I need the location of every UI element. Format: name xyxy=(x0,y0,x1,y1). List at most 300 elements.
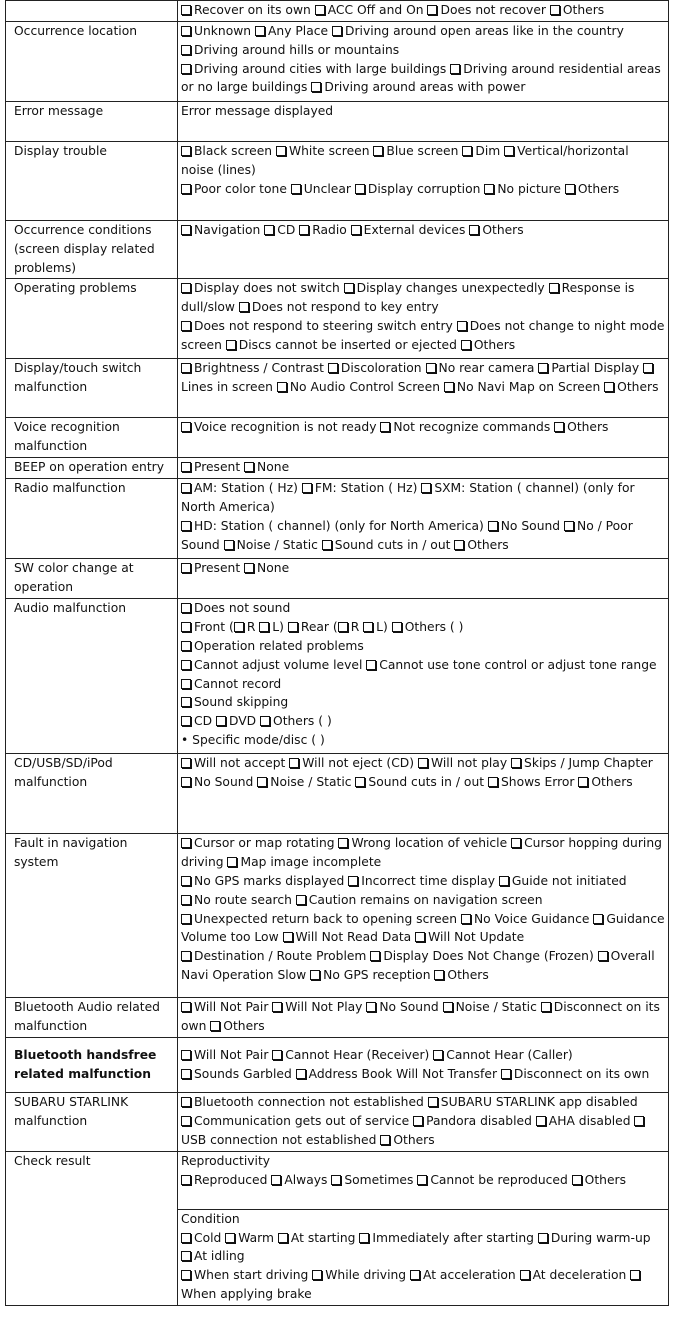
checkbox-icon[interactable] xyxy=(538,363,548,373)
option-line xyxy=(181,559,665,578)
checkbox-icon[interactable] xyxy=(276,146,286,156)
checkbox-icon[interactable] xyxy=(338,838,348,848)
checkbox-icon[interactable] xyxy=(538,1233,548,1243)
checkbox-icon[interactable] xyxy=(181,1097,191,1107)
checkbox-icon[interactable] xyxy=(302,483,312,493)
checkbox-icon[interactable] xyxy=(434,970,444,980)
checkbox-icon[interactable] xyxy=(338,622,348,632)
checkbox-icon[interactable] xyxy=(427,5,437,15)
checkbox-icon[interactable] xyxy=(272,1050,282,1060)
option-text: No GPS marks displayed xyxy=(194,873,349,888)
option-text: No route search xyxy=(194,892,296,907)
option-text: Destination / Route Problem xyxy=(194,949,371,964)
checkbox-icon[interactable] xyxy=(181,660,191,670)
checkbox-icon[interactable] xyxy=(550,5,560,15)
option-line xyxy=(181,102,665,121)
option-line xyxy=(181,1112,665,1150)
checkbox-icon[interactable] xyxy=(227,857,237,867)
checkbox-icon[interactable] xyxy=(501,1069,511,1079)
checkbox-icon[interactable] xyxy=(181,422,191,432)
row-options xyxy=(178,998,669,1038)
option-text: At deceleration xyxy=(532,1268,631,1283)
option-line xyxy=(181,418,665,437)
option-line xyxy=(181,599,665,618)
row-options xyxy=(178,599,669,754)
form-row xyxy=(6,834,669,998)
option-line xyxy=(181,754,665,773)
checkbox-icon[interactable] xyxy=(181,1069,191,1079)
option-text: Incorrect time display xyxy=(361,873,499,888)
checkbox-icon[interactable] xyxy=(380,422,390,432)
checkbox-icon[interactable] xyxy=(216,716,226,726)
checkbox-icon[interactable] xyxy=(181,838,191,848)
checkbox-icon[interactable] xyxy=(415,932,425,942)
checkbox-icon[interactable] xyxy=(370,951,380,961)
checkbox-icon[interactable] xyxy=(428,1097,438,1107)
checkbox-icon[interactable] xyxy=(225,1233,235,1243)
option-text: Disconnect on its own xyxy=(513,1067,650,1082)
check-result-row xyxy=(6,1151,669,1209)
option-line xyxy=(181,359,665,397)
row-label: Fault in navigation system xyxy=(6,834,178,998)
option-text: Lines in screen xyxy=(181,380,277,395)
checkbox-icon[interactable] xyxy=(181,184,191,194)
checkbox-icon[interactable] xyxy=(278,1233,288,1243)
checkbox-icon[interactable] xyxy=(630,1270,640,1280)
checkbox-icon[interactable] xyxy=(359,1233,369,1243)
option-text: Others xyxy=(591,775,633,790)
checkbox-icon[interactable] xyxy=(554,422,564,432)
option-text: Cannot Hear (Caller) xyxy=(446,1048,573,1063)
option-text: Others xyxy=(467,537,509,552)
row-label: Occurrence location xyxy=(6,22,178,102)
option-text: Cursor hopping during driving xyxy=(181,836,662,870)
option-text: No rear camera xyxy=(438,361,539,376)
checkbox-icon[interactable] xyxy=(224,540,234,550)
row-label: CD/USB/SD/iPod malfunction xyxy=(6,754,178,834)
option-text: Does not respond to steering switch entry xyxy=(194,318,457,333)
row-options xyxy=(178,559,669,599)
row-label xyxy=(6,1,178,22)
inspection-form-table xyxy=(5,0,669,1306)
option-text: Discs cannot be inserted or ejected xyxy=(238,337,461,352)
checkbox-icon[interactable] xyxy=(418,758,428,768)
checkbox-icon[interactable] xyxy=(462,146,472,156)
checkbox-icon[interactable] xyxy=(355,184,365,194)
checkbox-icon[interactable] xyxy=(511,838,521,848)
checkbox-icon[interactable] xyxy=(488,521,498,531)
checkbox-icon[interactable] xyxy=(181,283,191,293)
checkbox-icon[interactable] xyxy=(549,283,559,293)
checkbox-icon[interactable] xyxy=(363,622,373,632)
checkbox-icon[interactable] xyxy=(643,363,653,373)
checkbox-icon[interactable] xyxy=(296,895,306,905)
option-line xyxy=(181,41,665,60)
checkbox-icon[interactable] xyxy=(291,184,301,194)
option-text: Sound cuts in / out xyxy=(368,775,488,790)
option-line xyxy=(181,22,665,41)
option-text: USB connection not established xyxy=(181,1132,381,1147)
option-text: Others xyxy=(447,967,489,982)
checkbox-icon[interactable] xyxy=(328,363,338,373)
checkbox-icon[interactable] xyxy=(484,184,494,194)
condition-cell xyxy=(178,1209,669,1305)
form-row xyxy=(6,1038,669,1093)
checkbox-icon[interactable] xyxy=(296,1069,306,1079)
option-text: DVD xyxy=(228,714,261,729)
checkbox-icon[interactable] xyxy=(181,777,191,787)
checkbox-icon[interactable] xyxy=(181,622,191,632)
checkbox-icon[interactable] xyxy=(331,1175,341,1185)
option-line xyxy=(181,458,665,477)
option-text: While driving xyxy=(325,1268,410,1283)
option-text: Blue screen xyxy=(386,144,463,158)
checkbox-icon[interactable] xyxy=(181,895,191,905)
reproductivity-heading: Reproductivity xyxy=(181,1153,271,1168)
form-row xyxy=(6,998,669,1038)
checkbox-icon[interactable] xyxy=(181,5,191,15)
checkbox-icon[interactable] xyxy=(322,540,332,550)
option-text: Will not eject (CD) xyxy=(302,756,418,771)
checkbox-icon[interactable] xyxy=(181,1251,191,1261)
checkbox-icon[interactable] xyxy=(433,1050,443,1060)
checkbox-icon[interactable] xyxy=(299,225,309,235)
option-text: Sometimes xyxy=(344,1172,418,1187)
checkbox-icon[interactable] xyxy=(565,184,575,194)
checkbox-icon[interactable] xyxy=(181,603,191,613)
checkbox-icon[interactable] xyxy=(244,563,254,573)
checkbox-icon[interactable] xyxy=(332,26,342,36)
checkbox-icon[interactable] xyxy=(426,363,436,373)
option-text: Caution remains on navigation screen xyxy=(308,892,543,907)
checkbox-icon[interactable] xyxy=(210,1021,220,1031)
option-text: White screen xyxy=(288,144,374,158)
option-text: Display corruption xyxy=(367,181,485,196)
checkbox-icon[interactable] xyxy=(311,82,321,92)
checkbox-icon[interactable] xyxy=(181,64,191,74)
checkbox-icon[interactable] xyxy=(181,951,191,961)
checkbox-icon[interactable] xyxy=(257,777,267,787)
option-text: External devices xyxy=(363,223,470,237)
checkbox-icon[interactable] xyxy=(457,321,467,331)
option-line xyxy=(181,834,665,872)
row-options xyxy=(178,142,669,221)
checkbox-icon[interactable] xyxy=(417,1175,427,1185)
form-row xyxy=(6,479,669,559)
row-options xyxy=(178,754,669,834)
option-text: Response is dull/slow xyxy=(181,281,635,315)
option-text: Unclear xyxy=(303,181,355,196)
option-text: Others xyxy=(393,1132,435,1147)
checkbox-icon[interactable] xyxy=(181,1050,191,1060)
option-text: When applying brake xyxy=(181,1286,312,1301)
form-row xyxy=(6,1093,669,1151)
checkbox-icon[interactable] xyxy=(181,321,191,331)
option-text: During warm-up xyxy=(550,1230,651,1245)
option-text: Any Place xyxy=(268,24,332,38)
checkbox-icon[interactable] xyxy=(469,225,479,235)
checkbox-icon[interactable] xyxy=(277,382,287,392)
option-text: Bluetooth connection not established xyxy=(194,1095,428,1110)
checkbox-icon[interactable] xyxy=(181,1233,191,1243)
option-text: Front ( xyxy=(194,620,234,635)
option-text: Will Not Pair xyxy=(194,1048,273,1063)
checkbox-icon[interactable] xyxy=(461,914,471,924)
checkbox-icon[interactable] xyxy=(541,1002,551,1012)
option-text: None xyxy=(257,561,290,576)
checkbox-icon[interactable] xyxy=(244,462,254,472)
option-text: Others ( ) xyxy=(273,714,332,729)
option-text: At acceleration xyxy=(423,1268,520,1283)
checkbox-icon[interactable] xyxy=(181,1175,191,1185)
option-line xyxy=(181,142,665,180)
checkbox-icon[interactable] xyxy=(181,641,191,651)
checkbox-icon[interactable] xyxy=(181,363,191,373)
option-text: Vertical/horizontal noise (lines) xyxy=(181,144,629,177)
checkbox-icon[interactable] xyxy=(288,622,298,632)
checkbox-icon[interactable] xyxy=(454,540,464,550)
reproductivity-cell xyxy=(178,1151,669,1209)
row-label: SW color change at operation xyxy=(6,559,178,599)
option-text: No Voice Guidance xyxy=(473,911,594,926)
option-text: Will not accept xyxy=(194,756,290,771)
checkbox-icon[interactable] xyxy=(234,622,244,632)
checkbox-icon[interactable] xyxy=(413,1116,423,1126)
option-text: Sound skipping xyxy=(194,695,289,710)
option-text: Warm xyxy=(238,1230,278,1245)
checkbox-icon[interactable] xyxy=(312,1270,322,1280)
option-text: Immediately after starting xyxy=(372,1230,538,1245)
checkbox-icon[interactable] xyxy=(536,1116,546,1126)
option-text: • Specific mode/disc ( ) xyxy=(181,732,325,747)
option-text: Cursor or map rotating xyxy=(194,836,339,851)
reproductivity-line xyxy=(181,1171,665,1190)
option-text: No picture xyxy=(497,181,565,196)
row-options xyxy=(178,458,669,479)
checkbox-icon[interactable] xyxy=(315,5,325,15)
row-options xyxy=(178,479,669,559)
option-text: No Sound xyxy=(194,775,258,790)
row-options xyxy=(178,102,669,142)
option-text: Sound cuts in / out xyxy=(334,537,455,552)
option-text: Driving around residential areas or no large buildings xyxy=(181,61,661,95)
form-row xyxy=(6,458,669,479)
option-text: Does not change to night mode screen xyxy=(181,318,665,352)
option-text: Display changes unexpectedly xyxy=(356,281,549,296)
option-text: Others xyxy=(577,181,620,196)
row-options xyxy=(178,22,669,102)
checkbox-icon[interactable] xyxy=(564,521,574,531)
option-text: Driving around cities with large buildings xyxy=(194,61,451,76)
option-text: At idling xyxy=(194,1249,245,1264)
checkbox-icon[interactable] xyxy=(572,1175,582,1185)
option-text: SXM: Station ( channel) (only for North America) xyxy=(181,481,635,515)
option-text: Shows Error xyxy=(500,775,579,790)
option-text: Display Does Not Change (Frozen) xyxy=(383,949,598,964)
option-text: Brightness / Contrast xyxy=(194,361,328,376)
option-text: Cannot record xyxy=(194,676,282,691)
form-row xyxy=(6,599,669,754)
option-text: Noise / Static xyxy=(236,537,322,552)
option-text: None xyxy=(257,460,290,475)
checkbox-icon[interactable] xyxy=(520,1270,530,1280)
checkbox-icon[interactable] xyxy=(366,1002,376,1012)
checkbox-icon[interactable] xyxy=(310,970,320,980)
row-label: SUBARU STARLINK malfunction xyxy=(6,1093,178,1151)
option-text: Poor color tone xyxy=(194,181,291,196)
checkbox-icon[interactable] xyxy=(421,483,431,493)
row-label: Bluetooth handsfree related malfunction xyxy=(6,1038,178,1093)
option-text: Cold xyxy=(194,1230,226,1245)
option-text: ACC Off and On xyxy=(327,3,428,17)
option-text: R xyxy=(246,620,260,635)
option-line xyxy=(181,947,665,985)
checkbox-icon[interactable] xyxy=(181,483,191,493)
option-text: Disconnect on its own xyxy=(181,1000,660,1034)
checkbox-icon[interactable] xyxy=(450,64,460,74)
option-text: No Sound xyxy=(379,1000,443,1015)
checkbox-icon[interactable] xyxy=(271,1175,281,1185)
checkbox-icon[interactable] xyxy=(181,462,191,472)
checkbox-icon[interactable] xyxy=(181,697,191,707)
option-text: No / Poor Sound xyxy=(181,518,633,552)
checkbox-icon[interactable] xyxy=(181,758,191,768)
checkbox-icon[interactable] xyxy=(578,777,588,787)
check-result-label: Check result xyxy=(6,1151,178,1305)
checkbox-icon[interactable] xyxy=(366,660,376,670)
checkbox-icon[interactable] xyxy=(181,876,191,886)
option-line xyxy=(181,1,665,20)
checkbox-icon[interactable] xyxy=(264,225,274,235)
checkbox-icon[interactable] xyxy=(181,45,191,55)
option-text: At starting xyxy=(290,1230,360,1245)
option-text: Cannot adjust volume level xyxy=(194,657,367,672)
option-line xyxy=(181,712,665,731)
option-text: CD xyxy=(194,714,216,729)
row-label: Display/touch switch malfunction xyxy=(6,359,178,418)
option-text: Noise / Static xyxy=(270,775,356,790)
checkbox-icon[interactable] xyxy=(181,1002,191,1012)
checkbox-icon[interactable] xyxy=(255,26,265,36)
option-line xyxy=(181,1046,665,1065)
checkbox-icon[interactable] xyxy=(181,914,191,924)
option-line xyxy=(181,221,665,240)
checkbox-icon[interactable] xyxy=(351,225,361,235)
option-line xyxy=(181,317,665,355)
checkbox-icon[interactable] xyxy=(181,225,191,235)
option-text: Voice recognition is not ready xyxy=(194,420,381,435)
checkbox-icon[interactable] xyxy=(272,1002,282,1012)
row-options xyxy=(178,834,669,998)
checkbox-icon[interactable] xyxy=(392,622,402,632)
checkbox-icon[interactable] xyxy=(499,876,509,886)
checkbox-icon[interactable] xyxy=(181,26,191,36)
checkbox-icon[interactable] xyxy=(181,716,191,726)
option-line xyxy=(181,1093,665,1112)
option-text: Others xyxy=(617,380,659,395)
checkbox-icon[interactable] xyxy=(348,876,358,886)
checkbox-icon[interactable] xyxy=(239,302,249,312)
checkbox-icon[interactable] xyxy=(504,146,514,156)
option-text: Communication gets out of service xyxy=(194,1114,414,1129)
checkbox-icon[interactable] xyxy=(259,622,269,632)
option-text: Present xyxy=(194,561,245,576)
checkbox-icon[interactable] xyxy=(488,777,498,787)
row-options xyxy=(178,1093,669,1151)
option-text: Navigation xyxy=(194,223,265,237)
checkbox-icon[interactable] xyxy=(410,1270,420,1280)
checkbox-icon[interactable] xyxy=(226,340,236,350)
option-line xyxy=(181,872,665,891)
checkbox-icon[interactable] xyxy=(593,914,603,924)
option-text: L) xyxy=(376,620,392,635)
checkbox-icon[interactable] xyxy=(355,777,365,787)
row-label: Display trouble xyxy=(6,142,178,221)
option-text: Others xyxy=(482,223,524,237)
option-text: Map image incomplete xyxy=(240,855,382,870)
row-options xyxy=(178,1,669,22)
checkbox-icon[interactable] xyxy=(511,758,521,768)
option-text: Recover on its own xyxy=(194,3,315,17)
checkbox-icon[interactable] xyxy=(373,146,383,156)
option-text: Will Not Pair xyxy=(194,1000,273,1015)
checkbox-icon[interactable] xyxy=(181,521,191,531)
option-text: Will Not Update xyxy=(428,930,525,945)
checkbox-icon[interactable] xyxy=(181,1116,191,1126)
row-label: Error message xyxy=(6,102,178,142)
checkbox-icon[interactable] xyxy=(380,1135,390,1145)
form-row xyxy=(6,754,669,834)
checkbox-icon[interactable] xyxy=(443,1002,453,1012)
checkbox-icon[interactable] xyxy=(604,382,614,392)
option-text: Others ( ) xyxy=(404,620,464,635)
option-line xyxy=(181,773,665,792)
option-text: Black screen xyxy=(194,144,276,158)
option-text: Will Not Play xyxy=(285,1000,367,1015)
checkbox-icon[interactable] xyxy=(181,146,191,156)
option-text: Dim xyxy=(475,144,505,158)
option-text: Cannot Hear (Receiver) xyxy=(285,1048,434,1063)
option-text: Noise / Static xyxy=(455,1000,541,1015)
checkbox-icon[interactable] xyxy=(634,1116,644,1126)
option-text: No GPS reception xyxy=(323,967,435,982)
row-label: Voice recognition malfunction xyxy=(6,418,178,458)
option-text: Radio xyxy=(312,223,351,237)
checkbox-icon[interactable] xyxy=(181,1270,191,1280)
form-row xyxy=(6,279,669,359)
option-text: Skips / Jump Chapter xyxy=(524,756,653,771)
option-text: CD xyxy=(277,223,300,237)
checkbox-icon[interactable] xyxy=(283,932,293,942)
checkbox-icon[interactable] xyxy=(289,758,299,768)
checkbox-icon[interactable] xyxy=(181,679,191,689)
checkbox-icon[interactable] xyxy=(444,382,454,392)
option-text: Guidance Volume too Low xyxy=(181,911,665,945)
option-text: L) xyxy=(272,620,288,635)
option-text: Wrong location of vehicle xyxy=(351,836,512,851)
form-row xyxy=(6,142,669,221)
checkbox-icon[interactable] xyxy=(344,283,354,293)
option-text: Driving around hills or mountains xyxy=(194,42,400,57)
checkbox-icon[interactable] xyxy=(461,340,471,350)
option-text: Present xyxy=(194,460,245,475)
option-text: Address Book Will Not Transfer xyxy=(308,1067,501,1082)
option-text: Overall Navi Operation Slow xyxy=(181,949,655,982)
checkbox-icon[interactable] xyxy=(181,563,191,573)
checkbox-icon[interactable] xyxy=(598,951,608,961)
form-row xyxy=(6,359,669,418)
checkbox-icon[interactable] xyxy=(260,716,270,726)
